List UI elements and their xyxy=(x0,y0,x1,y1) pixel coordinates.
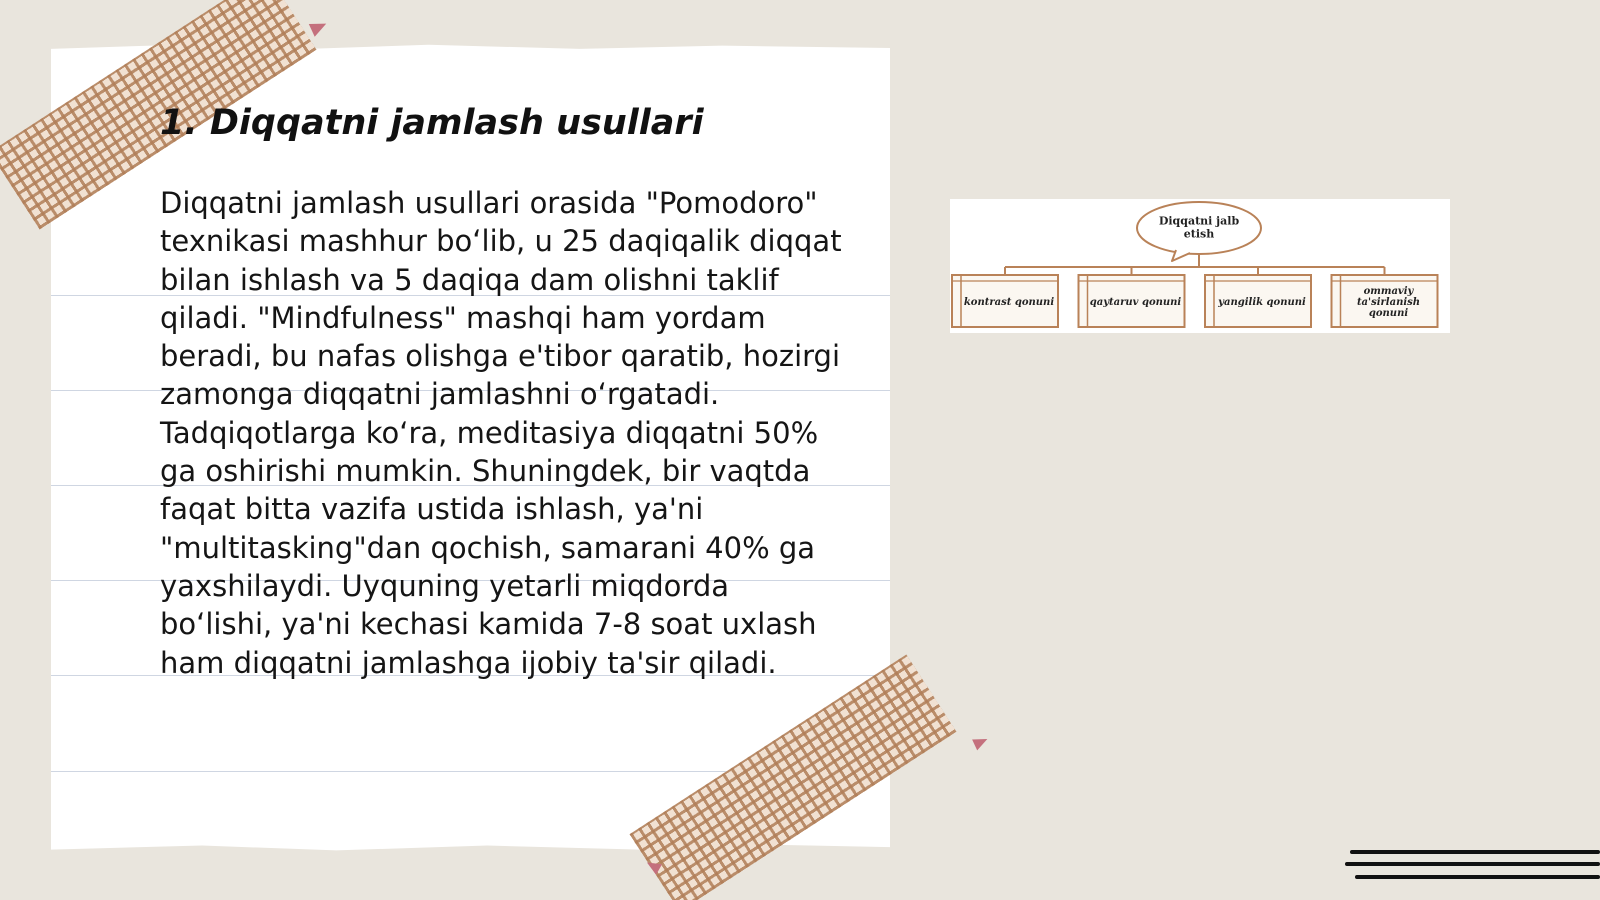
tape-pin-icon xyxy=(972,734,990,751)
tape-pin-icon xyxy=(309,17,329,36)
law-box-label: yangilik qonuni xyxy=(1218,297,1306,308)
decorative-line xyxy=(1350,850,1600,854)
law-box-label: kontrast qonuni xyxy=(963,297,1055,308)
root-label: Diqqatni jalb etish xyxy=(1158,214,1240,241)
attention-laws-diagram xyxy=(950,199,1450,333)
law-box-label: ommaviy ta'sirlanish qonuni xyxy=(1356,286,1421,319)
slide-body-text: Diqqatni jamlash usullari orasida "Pomodoro" texnikasi mashhur boʻlib, u 25 daqiqalik diqqat bilan ishlash va 5 daqiqa dam olishni taklif qiladi. "Mindfulness" mashqi ham yordam beradi, bu nafas olishga e'tibor qaratib, hozirgi zamonga diqqatni jamlashni oʻrgatadi. Tadqiqotlarga koʻra, meditasiya diqqatni 50% ga oshirishi mumkin. Shuningdek, bir vaqtda faqat bitta vazifa ustida ishlash, ya'ni "multitasking"dan qochish, samarani 40% ga yaxshilaydi. Uyquning yetarli miqdorda boʻlishi, ya'ni kechasi kamida 7-8 soat uxlash ham diqqatni jamlashga ijobiy ta'sir qiladi. xyxy=(160,186,842,680)
slide-title: 1. Diqqatni jamlash usullari xyxy=(160,103,704,143)
law-box-label: qaytaruv qonuni xyxy=(1089,297,1182,308)
diagram-canvas xyxy=(950,199,1450,333)
decorative-line xyxy=(1345,862,1600,866)
decorative-lines xyxy=(1345,842,1600,892)
decorative-line xyxy=(1355,875,1600,879)
